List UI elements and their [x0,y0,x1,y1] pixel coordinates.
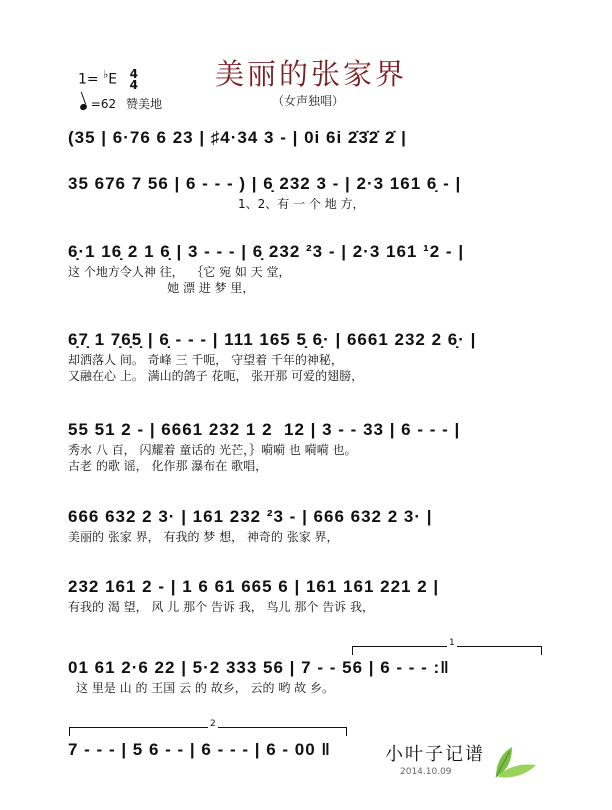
flat-icon: ♭ [103,68,109,81]
tempo-marking [80,95,162,112]
notes-line: (35 | 6·76 6 23 | ♯4·34 3 - | 0i 6i 2̇3̇2̇ 2̇ | [68,128,407,147]
notes-line: 55 51 2 - | 6661 232 1 2 12 | 3 - - 33 | 6 - - - | [68,420,461,439]
tempo-value: =62 [90,97,117,111]
time-bottom: 4 [129,77,138,92]
score-row-3 [68,240,548,296]
leaf-icon [490,745,538,779]
transcription-date: 2014.10.09 [400,767,452,777]
notes-line: 6̣7̣ 1 7̣6̣5̣ | 6̣ - - - | 111 165 5̣ 6̣· | 6661 232 2 6̣· | [68,330,477,349]
song-subtitle: （女声独唱） [272,94,345,108]
score-row-5 [68,418,548,474]
time-top: 4 [129,66,138,81]
notes-line: 666 632 2 3· | 161 232 ²3 - | 666 632 2 3· | [68,507,433,526]
time-signature [129,66,138,92]
lyric-line: 有我的 渴 望， 风 儿 那个 告诉 我， 鸟儿 那个 告诉 我， [68,600,374,614]
score-row-1 [68,126,548,150]
first-ending-number: 1 [449,638,455,648]
lyric-line: 这 个地方令人神 往， ｛它 宛 如 天 堂， [68,265,291,279]
lyric-line: 她 漂 进 梦 里， [68,281,255,295]
lyric-line: 美丽的 张家 界， 有我的 梦 想， 神奇的 张家 界， [68,530,339,544]
score-row-9 [68,738,388,798]
score-row-4 [68,328,548,384]
quarter-note-icon [79,103,88,111]
lyric-line: 秀水 八 百， 闪耀着 童话的 光芒，｝嗬嗬 也 嗬嗬 也。 [68,443,357,457]
lyric-line: 这 里是 山 的 王国 云 的 故乡， 云的 哟 故 乡。 [76,681,334,695]
first-ending-bracket [352,638,542,655]
key-prefix: 1= [78,71,99,88]
lyric-line: 却洒落人 间。 奇峰 三 千呃， 守望着 千年的神秘， [68,353,343,367]
lyric-line: 又融在心 上。 满山的鸽子 花呃， 张开那 可爱的翅膀， [68,369,364,383]
key-note: E [108,71,118,88]
notes-line: 35 676 7 56 | 6 - - - ) | 6̣ 232 3 - | 2·3 161 6̣ - | [68,174,462,193]
second-ending-bracket [69,719,347,736]
score-row-6 [68,505,548,545]
score-row-2 [68,172,548,212]
second-ending-number: 2 [210,719,216,729]
lyric-line: 古老 的歌 谣， 化作那 瀑布在 歌唱， [68,459,268,473]
notes-line: 01 61 2·6 22 | 5·2 333 56 | 7 - - 56 | 6 - - - :‖ [68,658,450,677]
key-signature [78,68,138,91]
score-row-7 [68,575,548,615]
expression-mark: 赞美地 [125,97,162,111]
notes-line: 6̣·1 16̣ 2 1 6̣ | 3 - - - | 6̣ 232 ²3 - | 2·3 161 ¹2 - | [68,242,465,261]
notes-line: 232 161 2 - | 1 6 61 665 6 | 161 161 221 2 | [68,577,440,596]
notes-line: 7 - - - | 5 6 - - | 6 - - - | 6 - 00 ‖ [68,740,331,759]
lyric-line: 1、2、有 一 个 地 方， [238,197,365,211]
score-row-8 [68,656,548,696]
song-title: 美丽的张家界 [215,57,408,91]
transcriber-signature: 小叶子记谱 [385,744,485,765]
